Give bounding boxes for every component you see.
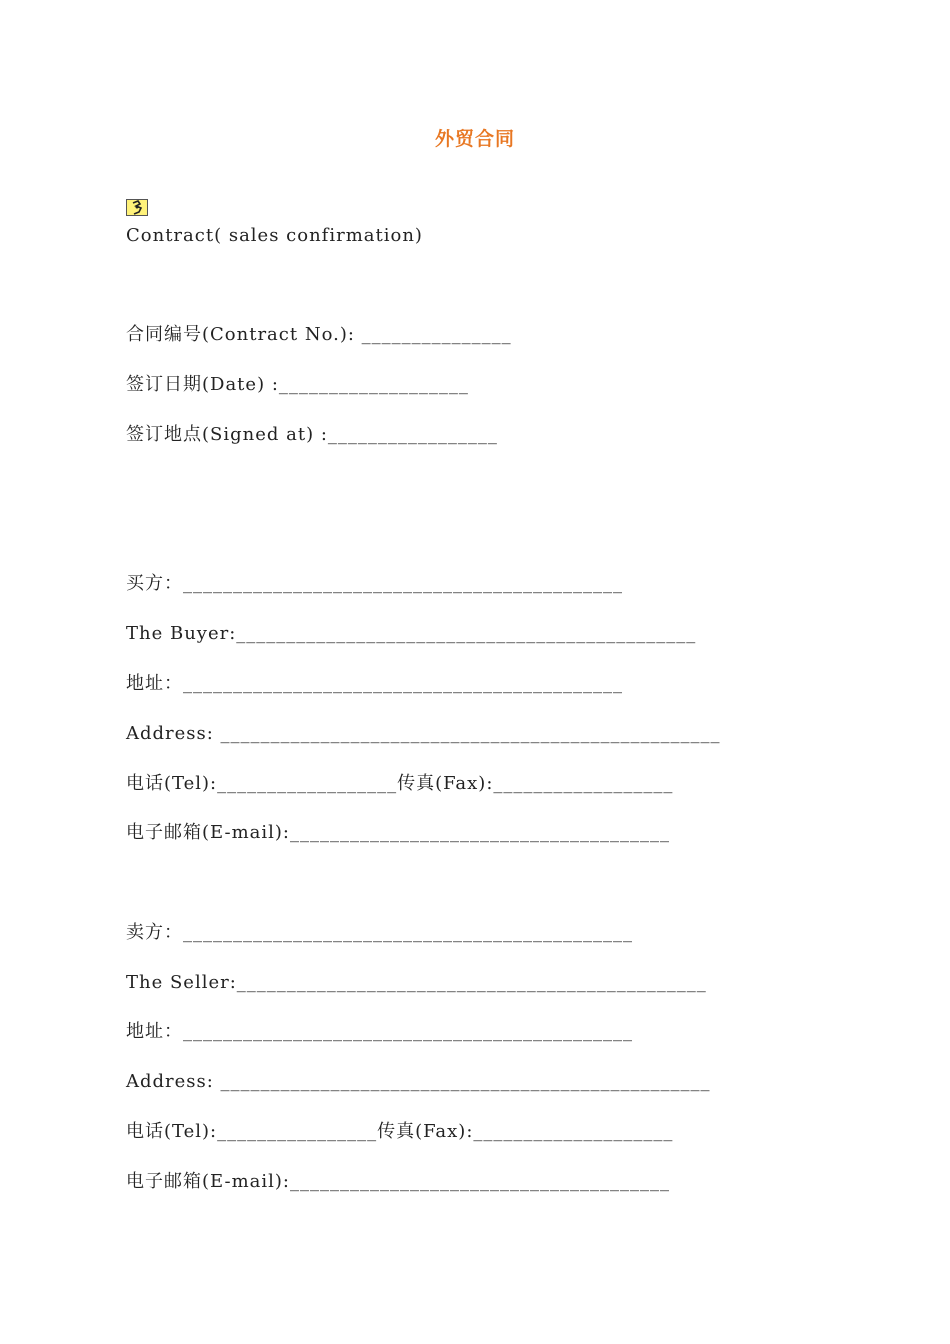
buyer-name-cn-field[interactable]: 买方：____________________________________________ (126, 573, 623, 594)
contract-number-field[interactable]: 合同编号(Contract No.): _______________ (126, 324, 512, 345)
seller-address-cn-field[interactable]: 地址：_____________________________________________ (126, 1021, 633, 1042)
buyer-tel-fax-field[interactable]: 电话(Tel):__________________传真(Fax):__________________ (126, 773, 674, 794)
buyer-address-cn-field[interactable]: 地址：____________________________________________ (126, 673, 623, 694)
seller-name-cn-field[interactable]: 卖方：_____________________________________________ (126, 922, 633, 943)
buyer-name-en-field[interactable]: The Buyer:______________________________________________ (126, 623, 697, 644)
document-link-icon[interactable] (126, 199, 148, 216)
seller-email-field[interactable]: 电子邮箱(E-mail):______________________________________ (126, 1171, 670, 1192)
document-title: 外贸合同 (434, 128, 515, 150)
seller-name-en-field[interactable]: The Seller:_______________________________________________ (126, 972, 707, 993)
buyer-email-field[interactable]: 电子邮箱(E-mail):______________________________________ (126, 822, 670, 843)
contract-subtitle: Contract( sales confirmation) (126, 225, 423, 246)
buyer-address-en-field[interactable]: Address: __________________________________________________ (126, 723, 721, 744)
signing-date-field[interactable]: 签订日期(Date) :___________________ (126, 374, 469, 395)
seller-address-en-field[interactable]: Address: _________________________________________________ (126, 1071, 711, 1092)
seller-tel-fax-field[interactable]: 电话(Tel):________________传真(Fax):____________________ (126, 1121, 674, 1142)
signing-place-field[interactable]: 签订地点(Signed at) :_________________ (126, 424, 498, 445)
